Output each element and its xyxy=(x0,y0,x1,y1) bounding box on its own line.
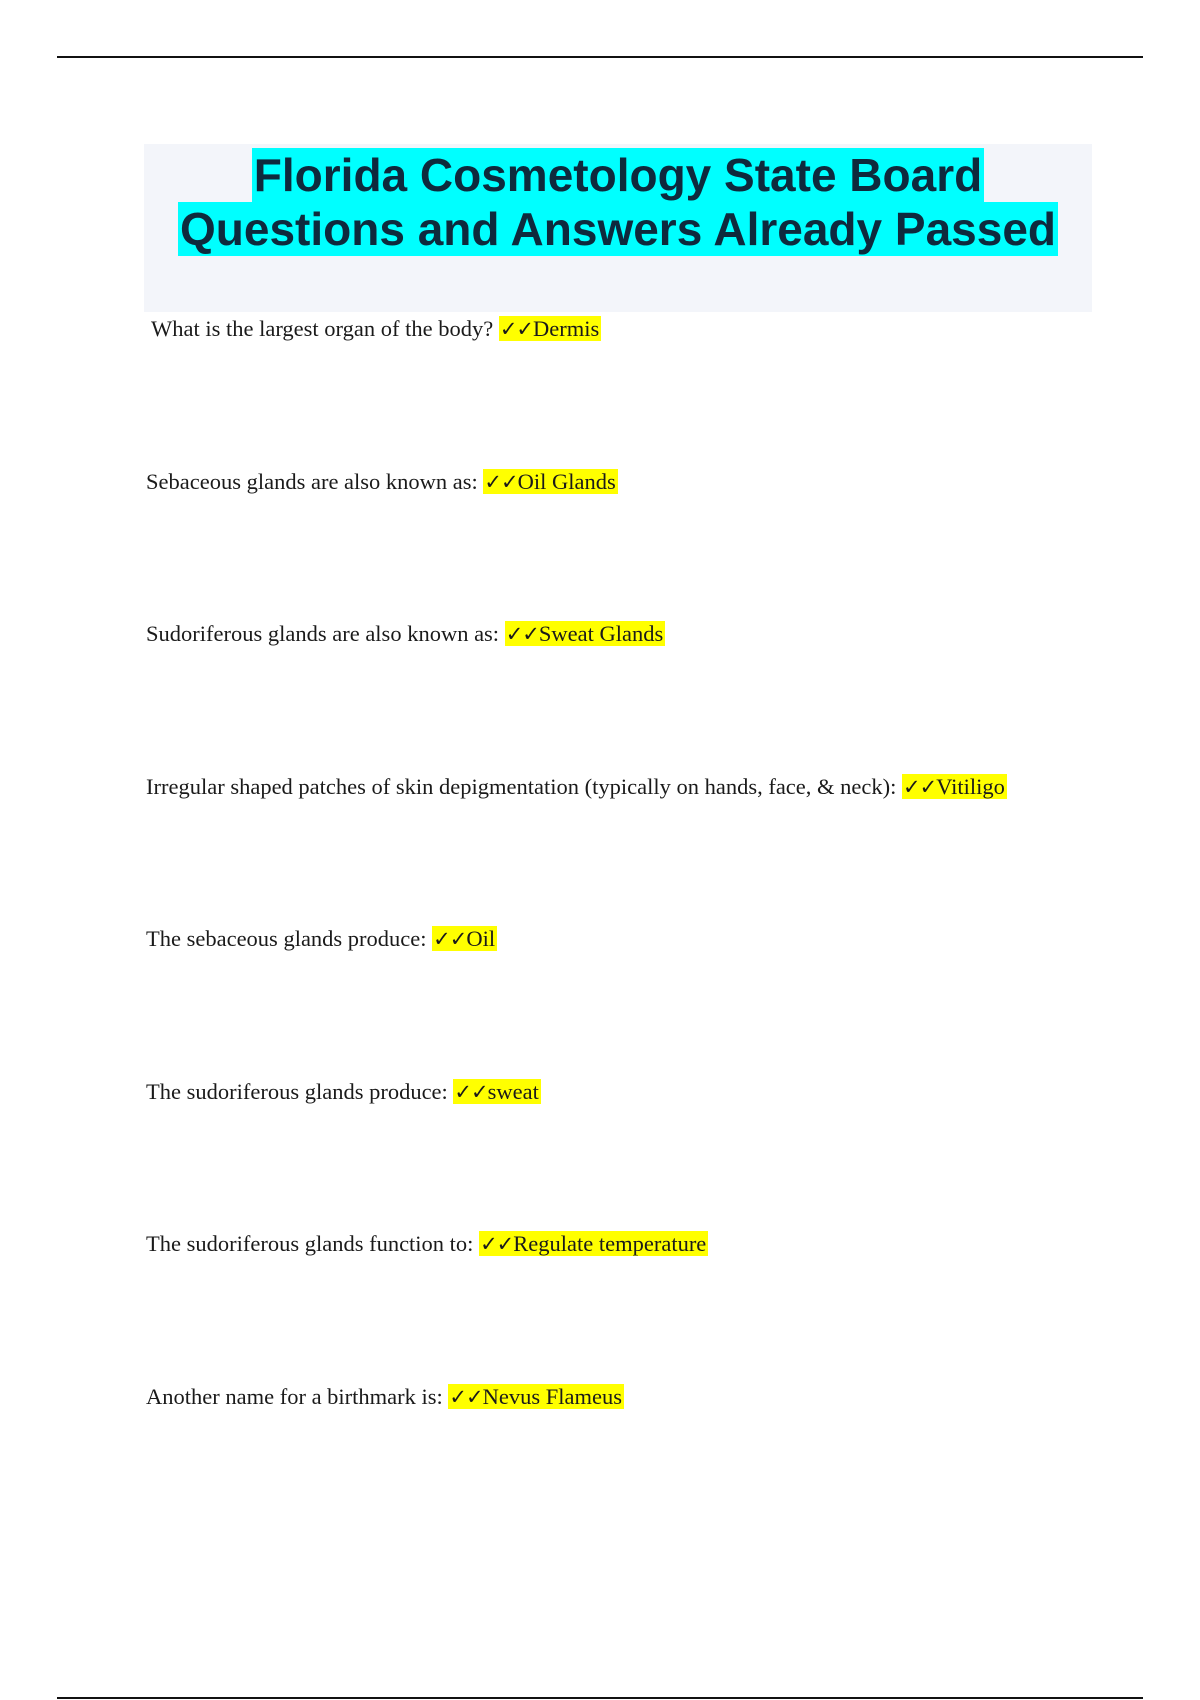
answer-highlight xyxy=(448,1384,624,1409)
qa-item xyxy=(151,314,601,344)
double-check-icon: ✓✓ xyxy=(505,622,539,646)
question-text: The sebaceous glands produce: xyxy=(146,926,433,951)
qa-item xyxy=(146,1077,541,1107)
double-check-icon: ✓✓ xyxy=(499,317,534,341)
question-text: Irregular shaped patches of skin depigmentation (typically on hands, face, & neck): xyxy=(146,774,902,799)
answer-highlight xyxy=(453,1079,540,1104)
title-line-2: Questions and Answers Already Passed xyxy=(179,203,1057,255)
answer-text: Dermis xyxy=(533,316,600,341)
double-check-icon: ✓✓ xyxy=(484,470,518,494)
double-check-icon: ✓✓ xyxy=(903,775,937,799)
answer-text: Vitiligo xyxy=(936,774,1005,799)
question-text: The sudoriferous glands produce: xyxy=(146,1079,454,1104)
bottom-rule xyxy=(57,1697,1143,1699)
answer-highlight xyxy=(432,926,497,951)
qa-item xyxy=(146,619,665,649)
double-check-icon: ✓✓ xyxy=(480,1232,514,1256)
answer-highlight xyxy=(479,1231,708,1256)
title-line-1: Florida Cosmetology State Board xyxy=(253,149,983,201)
top-rule xyxy=(57,56,1143,58)
answer-highlight xyxy=(483,469,617,494)
qa-item xyxy=(146,772,1007,802)
answer-text: Nevus Flameus xyxy=(482,1384,622,1409)
answer-highlight xyxy=(499,316,601,341)
title-block xyxy=(144,144,1092,312)
question-text: Sudoriferous glands are also known as: xyxy=(146,621,505,646)
qa-item xyxy=(146,467,618,497)
question-text: Another name for a birthmark is: xyxy=(146,1384,449,1409)
question-text: Sebaceous glands are also known as: xyxy=(146,469,484,494)
double-check-icon: ✓✓ xyxy=(454,1080,488,1104)
answer-text: Sweat Glands xyxy=(538,621,664,646)
answer-text: Oil Glands xyxy=(517,469,616,494)
qa-item xyxy=(146,1382,624,1412)
answer-highlight xyxy=(902,774,1007,799)
question-text: The sudoriferous glands function to: xyxy=(146,1231,480,1256)
answer-text: Oil xyxy=(466,926,496,951)
question-text: What is the largest organ of the body? xyxy=(151,316,499,341)
double-check-icon: ✓✓ xyxy=(449,1385,483,1409)
answer-text: sweat xyxy=(487,1079,539,1104)
double-check-icon: ✓✓ xyxy=(433,927,467,951)
answer-highlight xyxy=(505,621,666,646)
qa-item xyxy=(146,924,497,954)
qa-item xyxy=(146,1229,708,1259)
answer-text: Regulate temperature xyxy=(513,1231,707,1256)
